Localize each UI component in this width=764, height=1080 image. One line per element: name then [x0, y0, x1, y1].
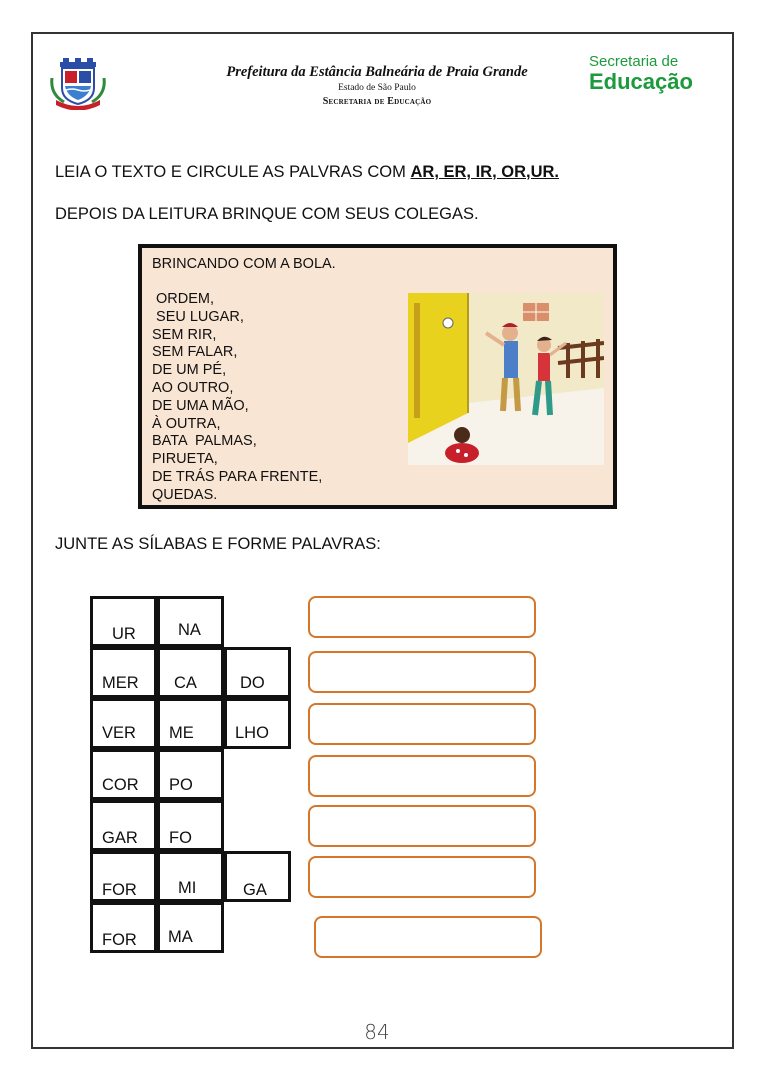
syllable-label: UR: [112, 625, 136, 643]
instruction-emphasis: AR, ER, IR, OR,UR.: [410, 163, 559, 181]
instruction-prefix: LEIA O TEXTO E CIRCULE AS PALVRAS COM: [55, 163, 411, 181]
syllable-label: MI: [178, 879, 197, 897]
poem-line: PIRUETA,: [152, 451, 218, 468]
syllable-label: COR: [102, 776, 139, 794]
children-playing-illustration: [408, 293, 604, 465]
answer-box[interactable]: [308, 596, 536, 638]
syllable-label: NA: [178, 621, 201, 639]
answer-box[interactable]: [308, 856, 536, 898]
page-number: 84: [364, 1020, 390, 1044]
brand-logo: [589, 53, 699, 97]
poem-line: ORDEM,: [152, 291, 215, 307]
poem-line: BATA PALMAS,: [152, 433, 257, 450]
answer-box[interactable]: [308, 703, 536, 745]
brand-top: Secretaria de: [589, 53, 679, 70]
header: [200, 64, 554, 107]
syllable-label: ME: [169, 724, 194, 742]
poem-line: DE TRÁS PARA FRENTE,: [152, 468, 323, 485]
answer-box[interactable]: [308, 755, 536, 797]
syllable-label: MA: [168, 928, 193, 946]
answer-box[interactable]: [308, 805, 536, 847]
answer-box[interactable]: [314, 916, 542, 958]
poem-line: DE UMA MÃO,: [152, 397, 249, 414]
syllable-label: PO: [169, 776, 193, 794]
answer-box[interactable]: [308, 651, 536, 693]
poem-box: [138, 244, 617, 509]
header-state: Estado de São Paulo: [338, 83, 416, 93]
instruction-join-syllables: JUNTE AS SÍLABAS E FORME PALAVRAS:: [55, 535, 381, 553]
city-crest-icon: [50, 58, 106, 110]
syllable-label: FO: [169, 829, 192, 847]
header-secretaria: Secretaria de Educação: [322, 96, 432, 107]
poem-line: DE UM PÉ,: [152, 362, 227, 379]
syllable-label: CA: [174, 674, 197, 692]
instruction-play: DEPOIS DA LEITURA BRINQUE COM SEUS COLEGAS.: [55, 205, 479, 223]
poem-line: SEU LUGAR,: [152, 308, 244, 325]
syllable-label: VER: [102, 724, 136, 742]
header-title: Prefeitura da Estância Balneária de Praia Grande: [226, 64, 528, 80]
poem-line: À OUTRA,: [152, 415, 221, 432]
poem-title: BRINCANDO COM A BOLA.: [152, 256, 336, 272]
syllable-label: FOR: [102, 931, 137, 949]
instruction-circle-words: [55, 163, 559, 182]
syllable-label: MER: [102, 674, 139, 692]
syllable-label: LHO: [235, 724, 269, 742]
poem-line: SEM RIR,: [152, 326, 217, 343]
syllable-label: FOR: [102, 881, 137, 899]
syllable-label: GA: [243, 881, 267, 899]
poem-lines: [152, 291, 322, 505]
syllable-label: GAR: [102, 829, 138, 847]
poem-line: QUEDAS.: [152, 486, 218, 503]
poem-line: AO OUTRO,: [152, 379, 234, 396]
poem-line: SEM FALAR,: [152, 344, 238, 361]
syllable-label: DO: [240, 674, 265, 692]
brand-bottom: Educação: [589, 69, 693, 94]
